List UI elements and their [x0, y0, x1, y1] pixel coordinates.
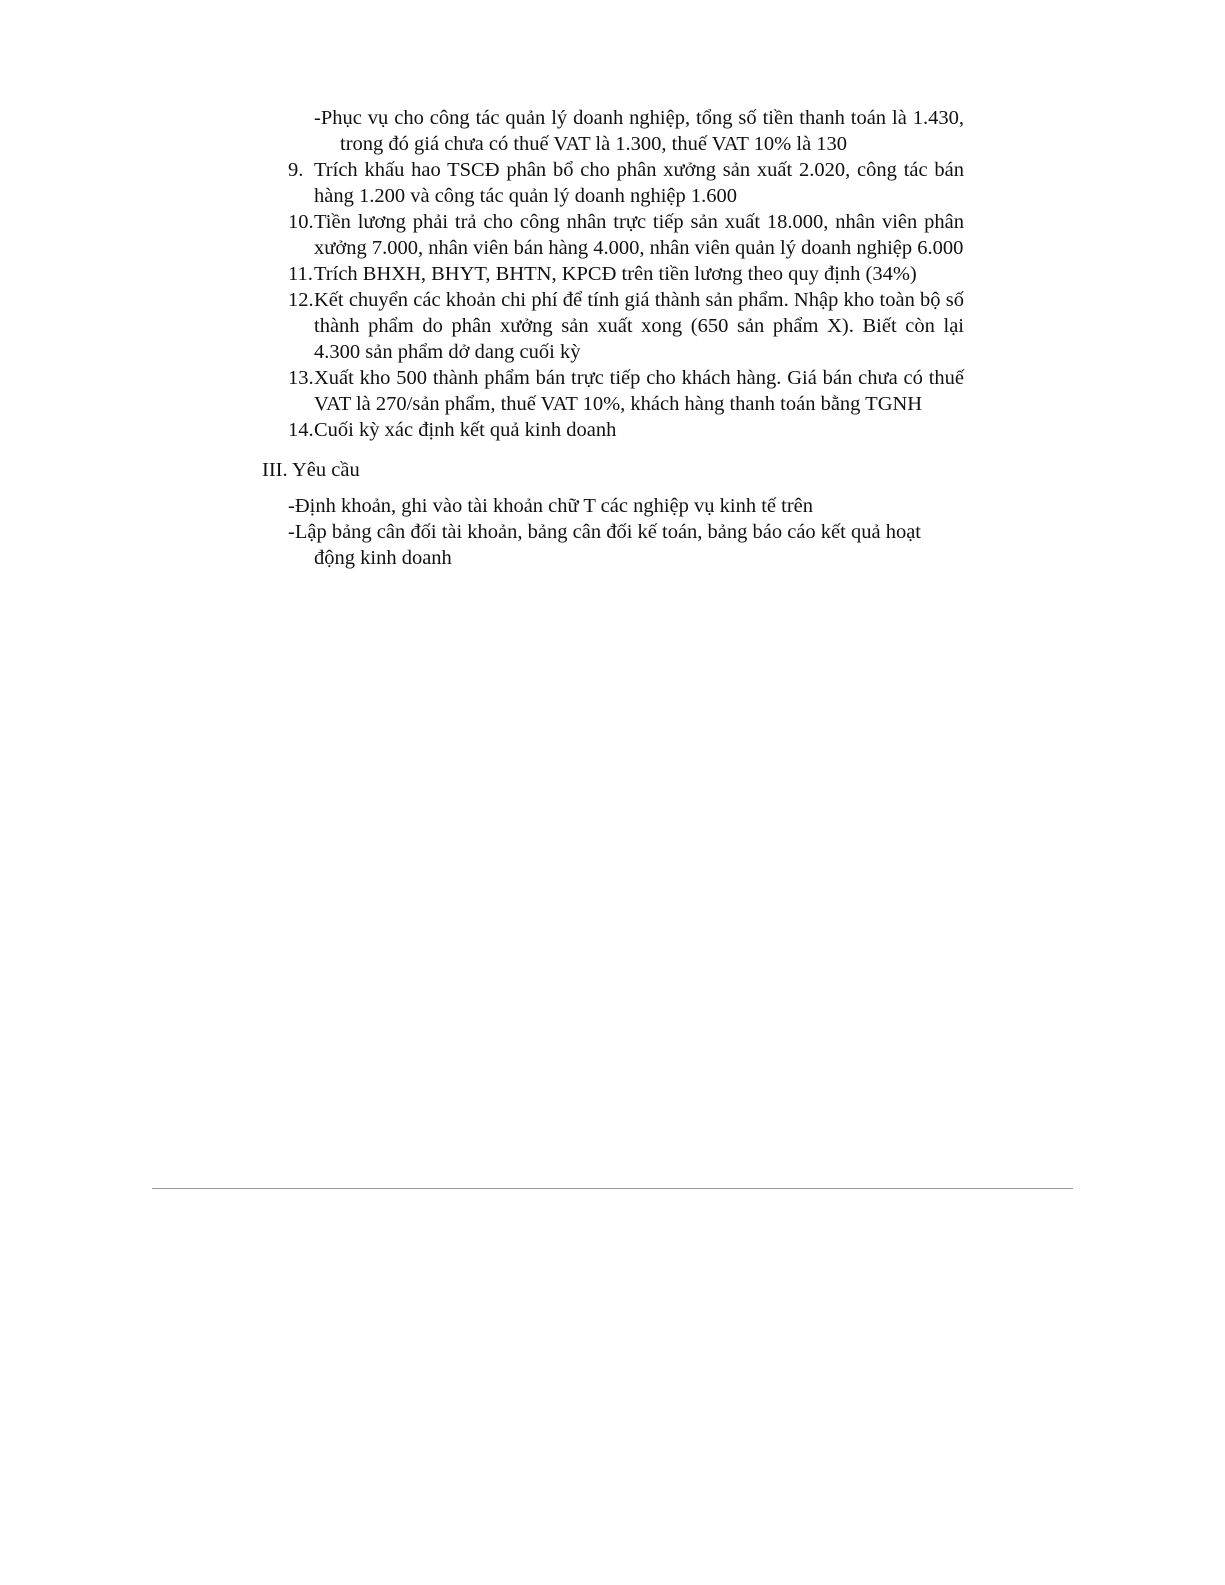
list-item: [288, 287, 964, 365]
page-content: [262, 105, 964, 571]
list-item-text: Trích khấu hao TSCĐ phân bổ cho phân xưởng sản xuất 2.020, công tác bán hàng 1.200 và công tác quản lý doanh nghiệp 1.600: [314, 159, 964, 207]
list-item-number: 14.: [288, 419, 314, 441]
page-divider: [152, 1188, 1073, 1189]
list-item-text: Cuối kỳ xác định kết quả kinh doanh: [314, 419, 617, 441]
item-dash-management-payment: -Phục vụ cho công tác quản lý doanh nghiệp, tổng số tiền thanh toán là 1.430, trong đó giá chưa có thuế VAT là 1.300, thuế VAT 10% là 130: [314, 107, 964, 155]
list-item-number: 13.: [288, 367, 314, 389]
list-item: [288, 261, 964, 287]
list-item-number: 11.: [288, 263, 313, 285]
list-item: [288, 157, 964, 209]
list-item-text: Kết chuyển các khoản chi phí để tính giá thành sản phẩm. Nhập kho toàn bộ số thành phẩm do phân xưởng sản xuất xong (650 sản phẩm X). Biết còn lại 4.300 sản phẩm dở dang cuối kỳ: [314, 289, 964, 363]
list-item-text: Xuất kho 500 thành phẩm bán trực tiếp cho khách hàng. Giá bán chưa có thuế VAT là 270/sản phẩm, thuế VAT 10%, khách hàng thanh toán bằng TGNH: [314, 367, 964, 415]
list-item-text: Trích BHXH, BHYT, BHTN, KPCĐ trên tiền lương theo quy định (34%): [314, 263, 917, 285]
list-item-number: 10.: [288, 211, 314, 233]
list-item-text: Tiền lương phải trả cho công nhân trực tiếp sản xuất 18.000, nhân viên phân xưởng 7.000, nhân viên bán hàng 4.000, nhân viên quản lý doanh nghiệp 6.000: [314, 211, 964, 259]
list-item: [288, 365, 964, 417]
list-item-number: 12.: [288, 289, 314, 311]
list-item-number: 9.: [288, 159, 304, 181]
section-heading-requirements: III. Yêu cầu: [262, 459, 360, 481]
requirement-item: -Lập bảng cân đối tài khoản, bảng cân đối kế toán, bảng báo cáo kết quả hoạt động kinh doanh: [288, 521, 921, 569]
requirement-item: -Định khoản, ghi vào tài khoản chữ T các nghiệp vụ kinh tế trên: [288, 495, 814, 517]
list-item: [288, 209, 964, 261]
list-item: [288, 417, 964, 443]
